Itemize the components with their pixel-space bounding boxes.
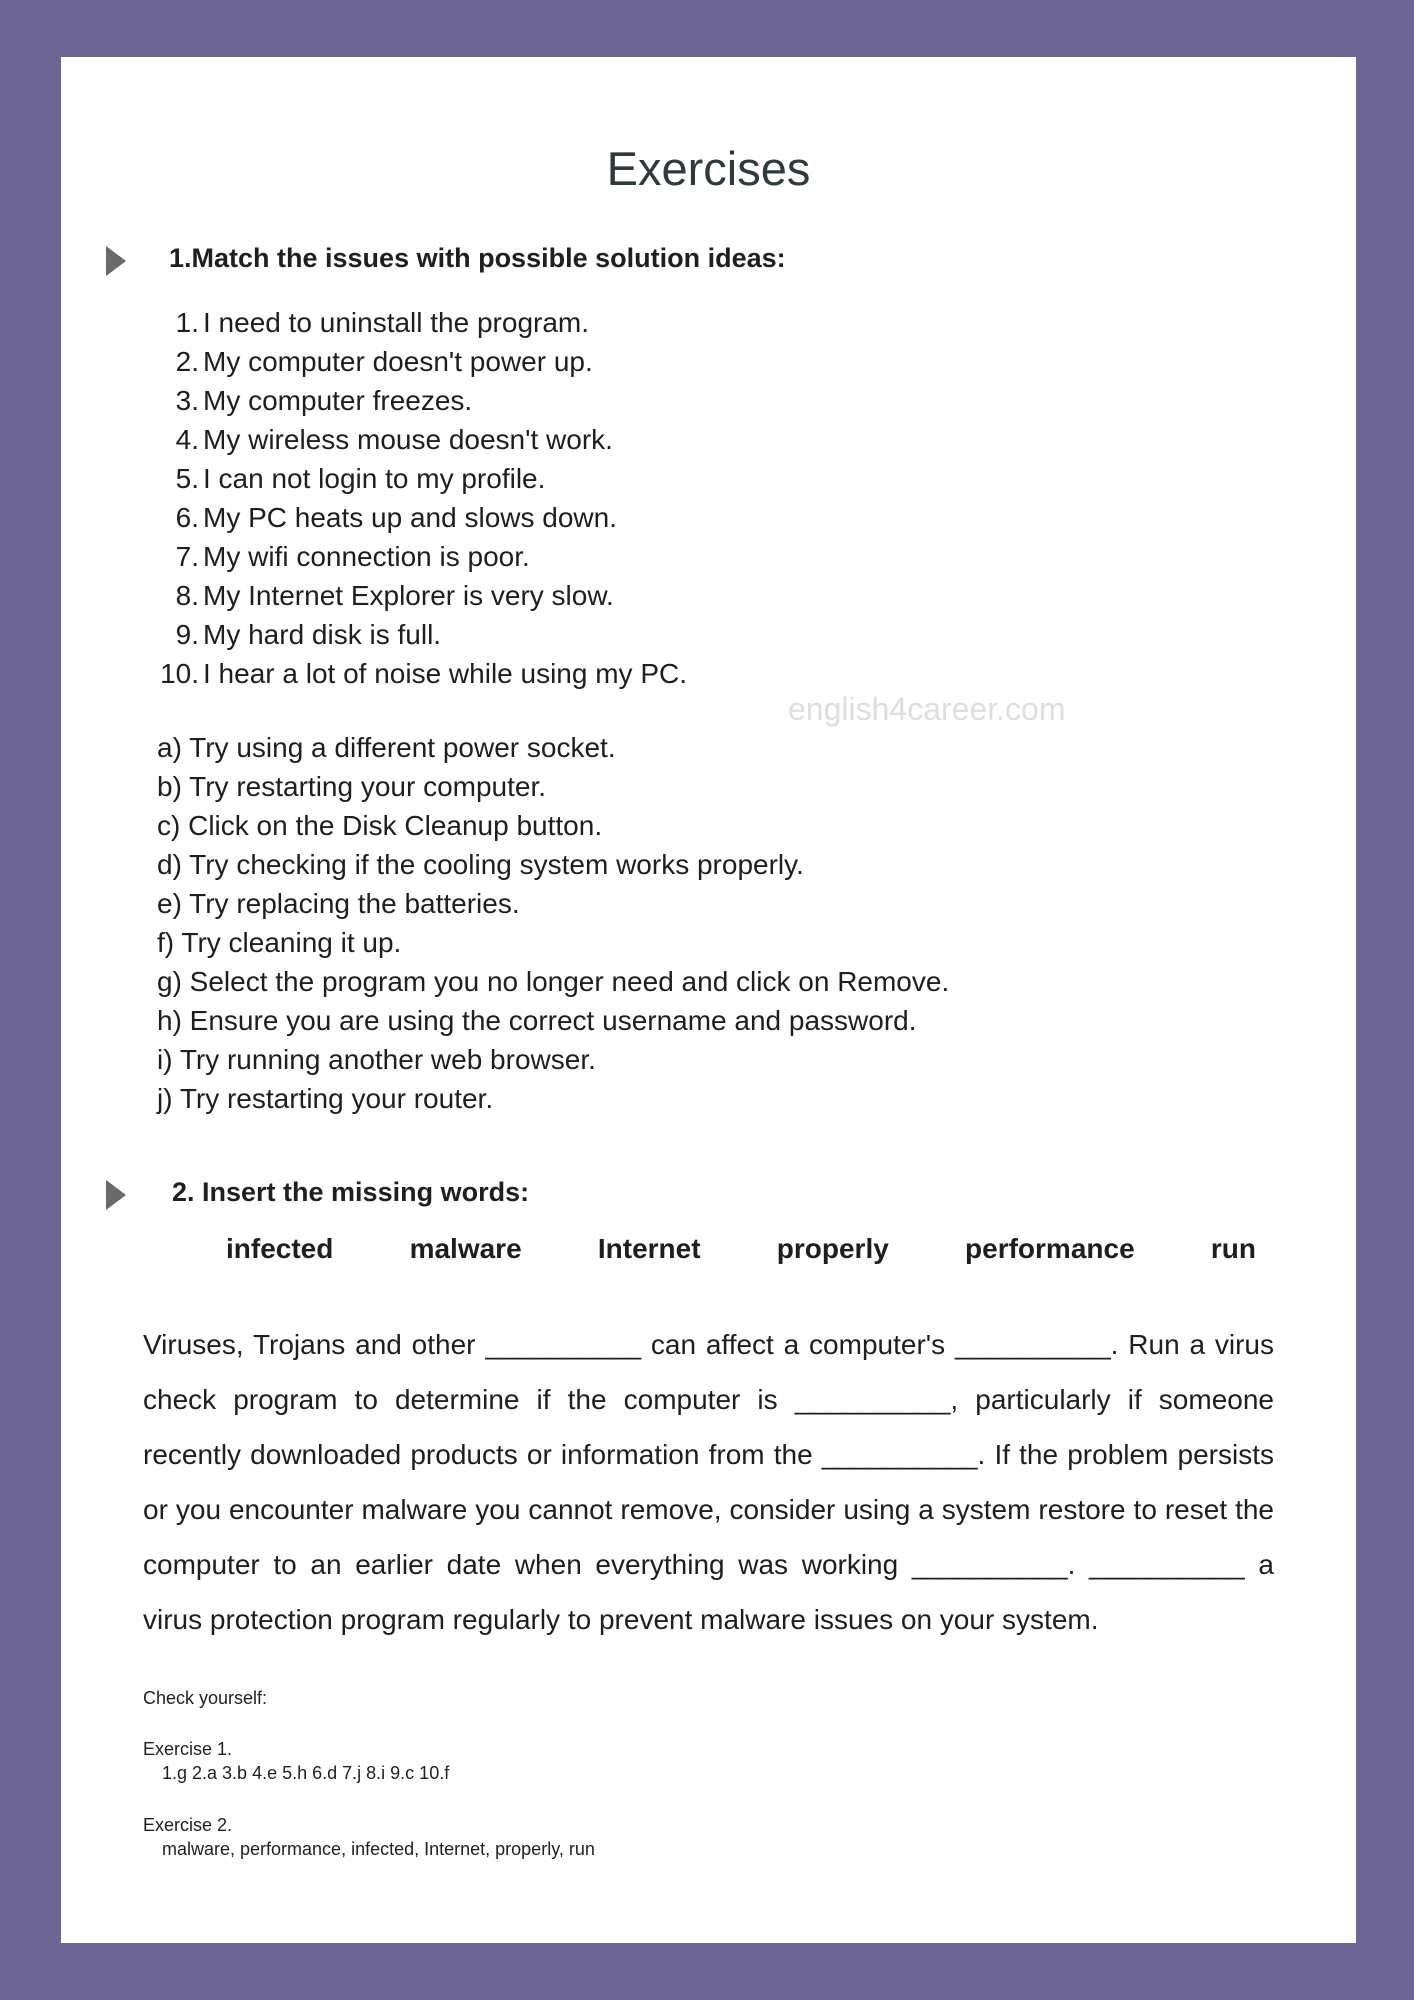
issue-item: [154, 342, 687, 381]
issue-number: 3.: [175, 385, 199, 416]
solution-item: f) Try cleaning it up.: [157, 927, 402, 958]
issue-item: [154, 303, 687, 342]
issue-number: 5.: [175, 463, 199, 494]
issue-item: [154, 459, 687, 498]
issue-item: [154, 654, 687, 693]
word-bank-word: properly: [776, 1233, 889, 1264]
issue-text: My PC heats up and slows down.: [203, 502, 617, 533]
word-bank-word: performance: [965, 1233, 1135, 1264]
worksheet-page: [61, 57, 1356, 1943]
issue-number: 8.: [175, 580, 199, 611]
issue-text: My computer freezes.: [203, 385, 473, 416]
issue-number: 9.: [175, 619, 199, 650]
word-bank-word: run: [1210, 1233, 1256, 1264]
solution-item: g) Select the program you no longer need and click on Remove.: [157, 966, 950, 997]
issue-item: [154, 537, 687, 576]
issue-number: 10.: [160, 658, 199, 689]
issues-list: [154, 303, 687, 693]
issue-text: My hard disk is full.: [203, 619, 442, 650]
solution-item: h) Ensure you are using the correct username and password.: [157, 1005, 917, 1036]
issue-text: My wireless mouse doesn't work.: [203, 424, 613, 455]
solution-item: a) Try using a different power socket.: [157, 732, 616, 763]
page-title: Exercises: [606, 142, 811, 195]
issue-number: 4.: [175, 424, 199, 455]
issue-number: 7.: [175, 541, 199, 572]
issue-item: [154, 498, 687, 537]
exercise1-answers-label: Exercise 1.: [143, 1739, 233, 1759]
issue-number: 1.: [175, 307, 199, 338]
exercise2-heading: 2. Insert the missing words:: [172, 1177, 530, 1207]
triangle-bullet-icon: [106, 246, 126, 276]
exercise1-answers: 1.g 2.a 3.b 4.e 5.h 6.d 7.j 8.i 9.c 10.f: [162, 1763, 450, 1783]
word-bank: [226, 1233, 1256, 1265]
solution-item: e) Try replacing the batteries.: [157, 888, 520, 919]
solutions-list: [157, 728, 949, 1118]
solution-item: d) Try checking if the cooling system works properly.: [157, 849, 804, 880]
fill-in-passage: Viruses, Trojans and other __________ can affect a computer's __________. Run a virus check program to determine if the computer is __________, particularly if someone recently downloaded products or information from the __________. If the problem persists or you encounter malware you cannot remove, consider using a system restore to reset the computer to an earlier date when everything was working __________. __________ a virus protection program regularly to prevent malware issues on your system.: [143, 1329, 1274, 1635]
issue-number: 2.: [175, 346, 199, 377]
issue-item: [154, 615, 687, 654]
exercise2-answers: malware, performance, infected, Internet, properly, run: [162, 1839, 595, 1859]
solution-item: c) Click on the Disk Cleanup button.: [157, 810, 603, 841]
issue-text: I can not login to my profile.: [203, 463, 546, 494]
issue-text: My Internet Explorer is very slow.: [203, 580, 614, 611]
issue-item: [154, 420, 687, 459]
check-yourself-label: Check yourself:: [143, 1688, 268, 1708]
triangle-bullet-icon: [106, 1180, 126, 1210]
solution-item: j) Try restarting your router.: [157, 1083, 494, 1114]
word-bank-word: Internet: [597, 1233, 701, 1264]
issue-item: [154, 576, 687, 615]
issue-text: My computer doesn't power up.: [203, 346, 593, 377]
issue-text: My wifi connection is poor.: [203, 541, 530, 572]
solution-item: b) Try restarting your computer.: [157, 771, 547, 802]
watermark: english4career.com: [788, 691, 1066, 727]
issue-number: 6.: [175, 502, 199, 533]
word-bank-word: malware: [409, 1233, 522, 1264]
issue-text: I hear a lot of noise while using my PC.: [203, 658, 688, 689]
issue-item: [154, 381, 687, 420]
solution-item: i) Try running another web browser.: [157, 1044, 596, 1075]
word-bank-word: infected: [226, 1233, 334, 1264]
exercise1-heading: 1.Match the issues with possible solution ideas:: [169, 243, 786, 273]
exercise2-answers-label: Exercise 2.: [143, 1815, 233, 1835]
issue-text: I need to uninstall the program.: [203, 307, 590, 338]
